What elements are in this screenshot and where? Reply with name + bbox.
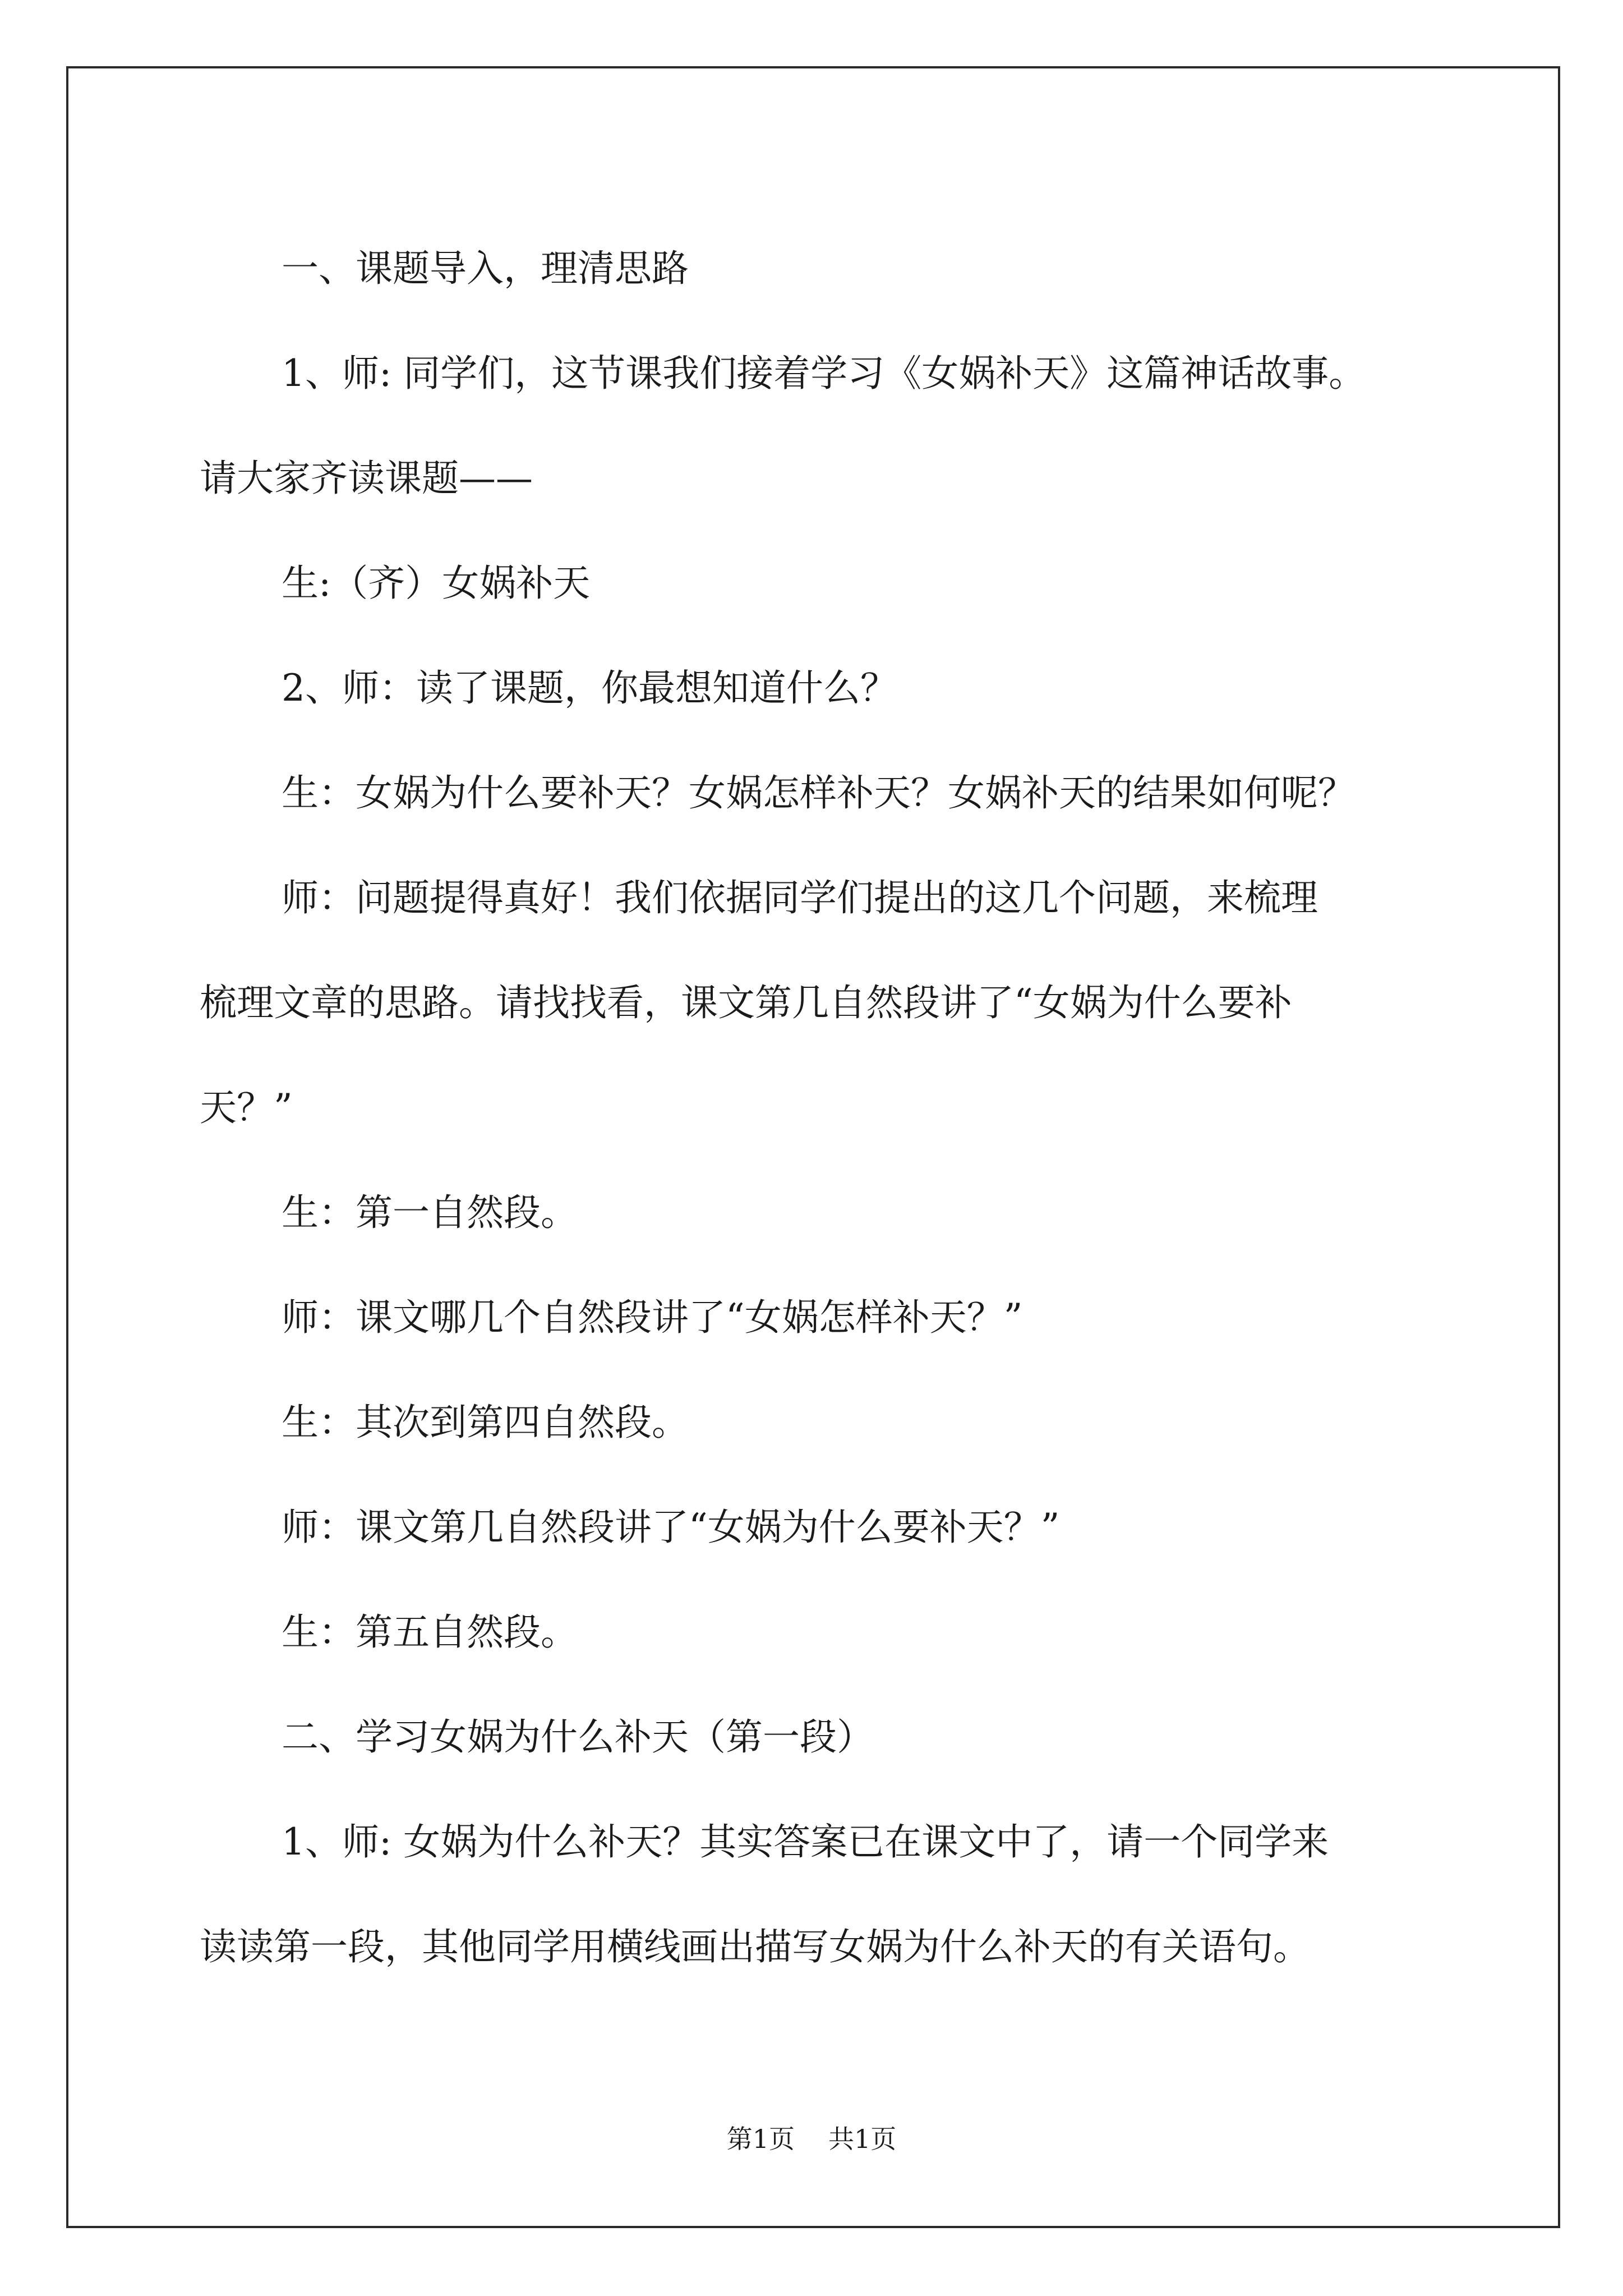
paragraph: 生：其次到第四自然段。	[282, 1401, 689, 1444]
paragraph: 师：问题提得真好！我们依据同学们提出的这几个问题，来梳理	[282, 876, 1318, 919]
paragraph: 天？”	[200, 1086, 293, 1129]
paragraph: 师：课文哪几个自然段讲了“女娲怎样补天？”	[282, 1296, 1023, 1339]
page-number: 第1页	[726, 2124, 795, 2154]
paragraph: 读读第一段，其他同学用横线画出描写女娲为什么补天的有关语句。	[200, 1925, 1310, 1968]
document-body	[200, 216, 1448, 1999]
paragraph: 2、师：读了课题，你最想知道什么？	[282, 666, 897, 710]
page-total: 共1页	[828, 2124, 897, 2154]
paragraph: 1、师: 女娲为什么补天？其实答案已在课文中了，请一个同学来	[282, 1820, 1329, 1864]
paragraph: 生:（齐）女娲补天	[282, 562, 591, 605]
page-footer	[0, 2122, 1623, 2156]
paragraph: 1、师: 同学们，这节课我们接着学习《女娲补天》这篇神话故事。	[282, 352, 1366, 395]
section-heading-1: 一、课题导入，理清思路	[282, 247, 689, 290]
paragraph: 生：女娲为什么要补天？女娲怎样补天？女娲补天的结果如何呢？	[282, 771, 1355, 815]
paragraph: 生：第一自然段。	[282, 1191, 578, 1234]
paragraph: 请大家齐读课题——	[200, 457, 533, 500]
paragraph: 生：第五自然段。	[282, 1611, 578, 1654]
paragraph: 梳理文章的思路。请找找看，课文第几自然段讲了“女娲为什么要补	[200, 981, 1292, 1024]
section-heading-2: 二、学习女娲为什么补天（第一段）	[282, 1715, 874, 1759]
paragraph: 师：课文第几自然段讲了“女娲为什么要补天？”	[282, 1506, 1060, 1549]
